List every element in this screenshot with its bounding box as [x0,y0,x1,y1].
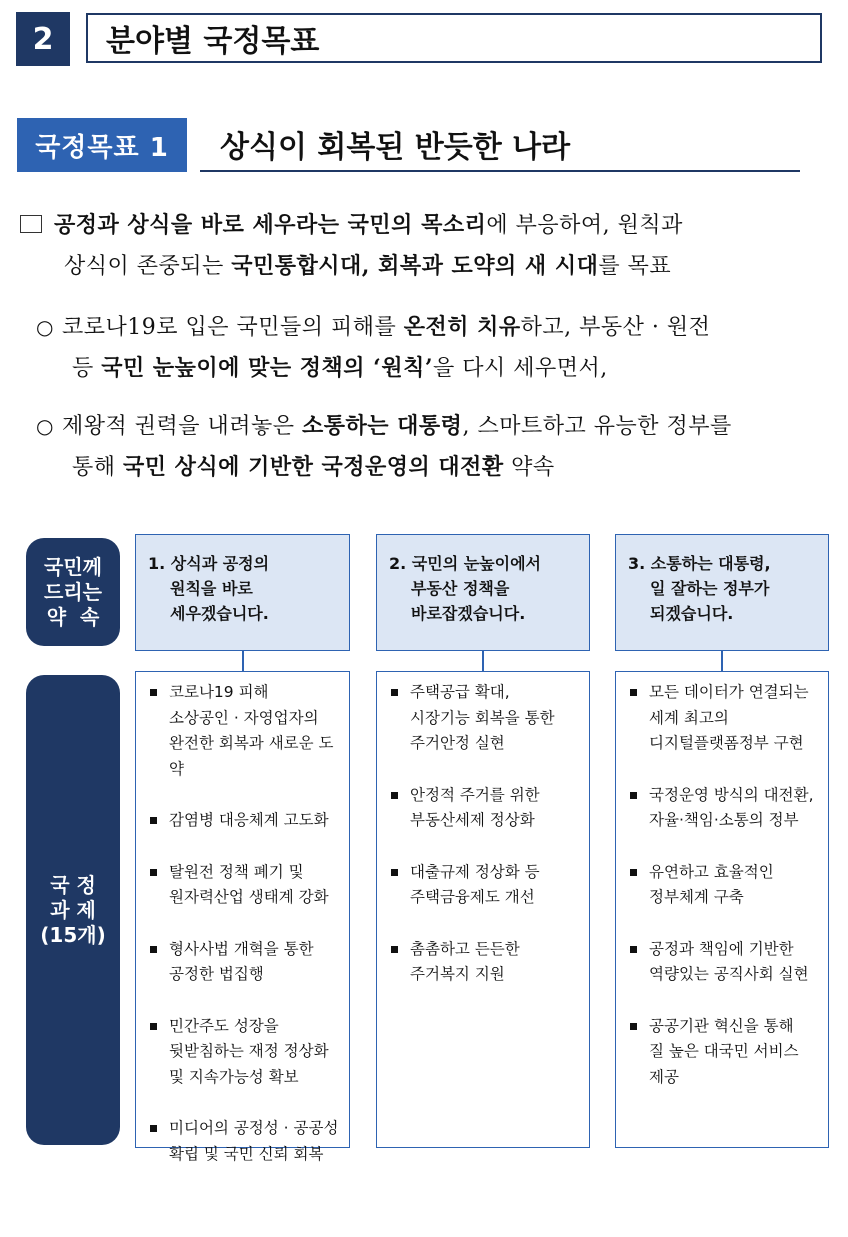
task-text: 공정과 책임에 기반한 역량있는 공직사회 실현 [649,939,809,983]
square-bullet-icon [630,689,637,696]
promise-line: 2. 국민의 눈높이에서 [389,554,541,573]
bullet-paragraph [36,406,832,488]
task-item [391,860,581,911]
task-item [150,860,341,911]
checkbox-square-icon [20,215,42,233]
side-label-line: 약 속 [46,604,100,629]
task-box-1 [135,671,350,1163]
bullet-text: 약속 [503,455,555,480]
task-item [391,680,581,757]
task-item [630,860,820,911]
task-text: 안정적 주거를 위한 부동산세제 정상화 [410,785,540,829]
side-label-line: (15개) [40,922,106,947]
connector-line [242,651,244,671]
intro-text-2: 상식이 존중되는 [64,254,232,279]
intro-emphasis-2: 국민통합시대, 회복과 도약의 새 시대 [231,253,599,279]
connector-line [721,651,723,671]
task-text: 유연하고 효율적인 정부체계 구축 [649,862,774,906]
task-item [150,808,341,834]
bullet-text: 등 [72,356,102,381]
bullet-emphasis: 국민 상식에 기반한 국정운영의 대전환 [123,454,504,480]
task-item [630,783,820,834]
square-bullet-icon [150,869,157,876]
intro-emphasis-1: 공정과 상식을 바로 세우라는 국민의 목소리 [54,212,487,238]
promise-line: 부동산 정책을 [411,579,510,598]
square-bullet-icon [150,1023,157,1030]
task-text: 주택공급 확대, 시장기능 회복을 통한 주거안정 실현 [410,683,555,752]
square-bullet-icon [630,869,637,876]
task-item [150,1014,341,1091]
side-label-tasks [26,675,120,1145]
task-text: 감염병 대응체계 고도화 [169,811,329,829]
goal-underline [200,170,800,172]
task-item [630,937,820,988]
intro-text-3: 를 목표 [598,254,672,279]
task-text: 민간주도 성장을 뒷받침하는 재정 정상화 및 지속가능성 확보 [169,1016,329,1086]
bullet-paragraph [36,307,832,389]
promise-line: 바로잡겠습니다. [411,604,526,623]
bullet-emphasis: 국민 눈높이에 맞는 정책의 ‘원칙’ [101,355,433,381]
task-text: 모든 데이터가 연결되는 세계 최고의 디지털플랫폼정부 구현 [649,683,809,752]
square-bullet-icon [391,869,398,876]
task-item [630,1014,820,1091]
task-text: 미디어의 공정성 · 공공성 확립 및 국민 신뢰 회복 [169,1119,339,1163]
task-text: 촘촘하고 든든한 주거복지 지원 [410,939,520,983]
bullet-text: 코로나19로 입은 국민들의 피해를 [62,315,404,340]
promise-line: 세우겠습니다. [170,604,269,623]
intro-text-1: 에 부응하여, 원칙과 [486,213,683,238]
promise-box-1 [135,534,350,651]
task-item [150,937,341,988]
bullet-text: 제왕적 권력을 내려놓은 [62,414,303,439]
square-bullet-icon [150,817,157,824]
promise-line: 되겠습니다. [650,604,734,623]
section-title: 분야별 국정목표 [86,13,822,63]
circle-bullet-icon: ○ [36,315,54,339]
task-box-3 [615,671,829,1148]
side-label-promise [26,538,120,646]
goal-title: 상식이 회복된 반듯한 나라 [220,130,571,165]
task-item [630,680,820,757]
side-label-line: 과 제 [50,897,96,922]
bullet-emphasis: 소통하는 대통령 [302,413,463,439]
bullet-text: , 스마트하고 유능한 정부를 [462,414,732,439]
bullet-emphasis: 온전히 치유 [403,314,521,340]
task-text: 공공기관 혁신을 통해 질 높은 대국민 서비스 제공 [649,1016,799,1086]
square-bullet-icon [630,1023,637,1030]
square-bullet-icon [630,946,637,953]
side-label-line: 국 정 [50,872,96,897]
task-box-2 [376,671,590,1148]
section-number: 2 [16,12,70,66]
task-text: 탈원전 정책 폐기 및 원자력산업 생태계 강화 [169,862,329,906]
square-bullet-icon [150,689,157,696]
side-label-line: 국민께 [44,554,102,579]
square-bullet-icon [391,689,398,696]
task-item [391,783,581,834]
bullet-text: 하고, 부동산 · 원전 [520,315,711,340]
circle-bullet-icon: ○ [36,414,54,438]
promise-line: 원칙을 바로 [170,579,253,598]
intro-paragraph [20,205,832,287]
promise-box-2 [376,534,590,651]
bullet-text: 통해 [72,455,123,480]
square-bullet-icon [150,946,157,953]
side-label-line: 드리는 [44,579,102,604]
square-bullet-icon [630,792,637,799]
goal-badge: 국정목표 1 [17,118,187,172]
promise-line: 3. 소통하는 대통령, [628,554,771,573]
task-text: 대출규제 정상화 등 주택금융제도 개선 [410,862,540,906]
square-bullet-icon [150,1125,157,1132]
task-text: 국정운영 방식의 대전환, 자율·책임·소통의 정부 [649,785,814,829]
promise-line: 일 잘하는 정부가 [650,579,770,598]
square-bullet-icon [391,792,398,799]
connector-line [482,651,484,671]
promise-line: 1. 상식과 공정의 [148,554,270,573]
task-item [150,1116,341,1167]
promise-box-3 [615,534,829,651]
task-text: 형사사법 개혁을 통한 공정한 법집행 [169,939,314,983]
task-item [150,680,341,782]
square-bullet-icon [391,946,398,953]
task-item [391,937,581,988]
bullet-text: 을 다시 세우면서, [432,356,608,381]
task-text: 코로나19 피해 소상공인 · 자영업자의 완전한 회복과 새로운 도약 [169,683,334,778]
